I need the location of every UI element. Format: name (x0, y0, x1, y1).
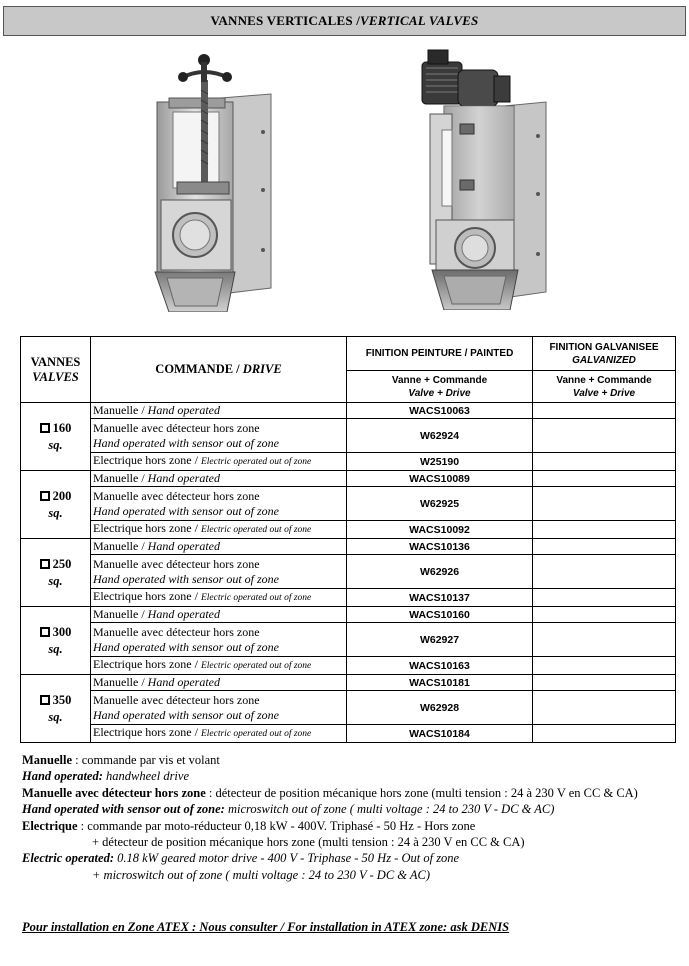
ref-painted: W62925 (347, 487, 533, 521)
note-term: Electric operated: (22, 851, 114, 866)
valve-unit: sq. (48, 505, 63, 520)
ref-painted: W62928 (347, 691, 533, 725)
ref-galvanized (533, 453, 676, 471)
atex-note: Pour installation en Zone ATEX : Nous consulter / For installation in ATEX zone: ask DENIS (22, 920, 510, 934)
square-icon (40, 423, 50, 433)
title-en: VERTICAL VALVES (360, 13, 479, 28)
square-icon (40, 627, 50, 637)
table-row (21, 521, 676, 539)
ref-painted: WACS10184 (347, 725, 533, 743)
command-fr: Manuelle avec détecteur hors zone (93, 420, 260, 435)
table-row (21, 539, 676, 555)
command-en: Hand operated (147, 539, 220, 553)
header-drive-en: DRIVE (242, 362, 282, 376)
note-line (22, 834, 682, 850)
ref-galvanized (533, 691, 676, 725)
table-row (21, 555, 676, 589)
ref-galvanized (533, 471, 676, 487)
ref-galvanized (533, 555, 676, 589)
page-title (3, 6, 686, 36)
ref-painted: WACS10163 (347, 657, 533, 675)
manual-valve-photo (143, 50, 279, 312)
command-fr: Manuelle / (93, 539, 148, 553)
table-row (21, 657, 676, 675)
valve-size: 300 (52, 624, 72, 639)
command-sensor (91, 623, 347, 657)
square-icon (40, 695, 50, 705)
command-sensor (91, 691, 347, 725)
note-line (22, 785, 682, 801)
note-text: + microswitch out of zone ( multi voltage : 24 to 230 V - DC & AC) (92, 867, 431, 882)
command-fr: Manuelle / (93, 471, 148, 485)
ref-painted: WACS10092 (347, 521, 533, 539)
table-row (21, 691, 676, 725)
command-manual (91, 471, 347, 487)
ref-painted: WACS10137 (347, 589, 533, 607)
command-en: Hand operated (147, 675, 220, 689)
command-en: Electric operated out of zone (200, 661, 312, 671)
valve-size: 350 (52, 692, 72, 707)
command-en: Hand operated with sensor out of zone (93, 639, 279, 654)
ref-galvanized (533, 657, 676, 675)
command-fr: Manuelle avec détecteur hors zone (93, 556, 260, 571)
subheader-galvanized (533, 371, 676, 403)
valve-unit: sq. (48, 641, 63, 656)
valve-size-cell (21, 471, 91, 539)
command-manual (91, 403, 347, 419)
note-line (22, 752, 682, 768)
square-icon (40, 559, 50, 569)
table-row (21, 725, 676, 743)
ref-galvanized (533, 539, 676, 555)
command-electric (91, 657, 347, 675)
note-line (22, 850, 682, 866)
table-row (21, 675, 676, 691)
table-row (21, 589, 676, 607)
spec-body (21, 403, 676, 743)
command-sensor (91, 555, 347, 589)
header-galva-fr: FINITION GALVANISEE (549, 341, 659, 353)
command-en: Electric operated out of zone (200, 457, 312, 467)
header-valves (21, 337, 91, 403)
table-row (21, 403, 676, 419)
ref-painted: W62927 (347, 623, 533, 657)
ref-painted: W62924 (347, 419, 533, 453)
command-fr: Electrique hors zone / (93, 453, 201, 467)
header-valves-fr: VANNES (30, 354, 81, 369)
valve-spec-table (20, 336, 676, 743)
ref-painted: WACS10063 (347, 403, 533, 419)
command-fr: Electrique hors zone / (93, 725, 201, 739)
command-sensor (91, 419, 347, 453)
valve-size: 250 (52, 556, 72, 571)
command-en: Hand operated (147, 403, 220, 417)
note-term: Hand operated with sensor out of zone: (22, 802, 225, 817)
note-term: Manuelle avec détecteur hors zone (22, 785, 206, 800)
note-line (22, 818, 682, 834)
command-electric (91, 589, 347, 607)
command-manual (91, 539, 347, 555)
table-row (21, 623, 676, 657)
table-row (21, 471, 676, 487)
note-text: 0.18 kW geared motor drive - 400 V - Triphase - 50 Hz - Out of zone (114, 851, 460, 866)
header-drive (91, 337, 347, 403)
note-text: microswitch out of zone ( multi voltage : 24 to 230 V - DC & AC) (224, 802, 555, 817)
valve-size-cell (21, 607, 91, 675)
valve-unit: sq. (48, 573, 63, 588)
command-en: Hand operated with sensor out of zone (93, 503, 279, 518)
command-en: Hand operated with sensor out of zone (93, 571, 279, 586)
valve-unit: sq. (48, 437, 63, 452)
subheader-galva-fr: Vanne + Commande (556, 374, 652, 386)
command-fr: Manuelle / (93, 607, 148, 621)
command-fr: Manuelle / (93, 403, 148, 417)
table-row (21, 419, 676, 453)
valve-size-cell (21, 539, 91, 607)
ref-galvanized (533, 487, 676, 521)
table-row (21, 487, 676, 521)
ref-painted: WACS10136 (347, 539, 533, 555)
valve-size-cell (21, 403, 91, 471)
command-electric (91, 453, 347, 471)
ref-painted: WACS10160 (347, 607, 533, 623)
command-fr: Electrique hors zone / (93, 521, 201, 535)
command-fr: Manuelle avec détecteur hors zone (93, 692, 260, 707)
ref-galvanized (533, 607, 676, 623)
command-fr: Manuelle avec détecteur hors zone (93, 488, 260, 503)
subheader-galva-en: Valve + Drive (572, 387, 636, 399)
command-manual (91, 607, 347, 623)
valve-size-cell (21, 675, 91, 743)
command-en: Hand operated (147, 471, 220, 485)
command-fr: Manuelle / (93, 675, 148, 689)
command-en: Electric operated out of zone (200, 729, 312, 739)
note-text: : commande par moto-réducteur 0,18 kW - 400V. Triphasé - 50 Hz - Hors zone (77, 818, 476, 833)
ref-galvanized (533, 725, 676, 743)
ref-painted: W25190 (347, 453, 533, 471)
valve-unit: sq. (48, 709, 63, 724)
command-en: Hand operated with sensor out of zone (93, 707, 279, 722)
command-electric (91, 725, 347, 743)
header-galvanized (533, 337, 676, 371)
note-line (22, 768, 682, 784)
command-fr: Electrique hors zone / (93, 589, 201, 603)
motorized-valve-photo (408, 44, 550, 310)
note-term: Hand operated: (22, 769, 103, 784)
title-fr: VANNES VERTICALES / (210, 13, 361, 28)
ref-galvanized (533, 675, 676, 691)
header-painted: FINITION PEINTURE / PAINTED (347, 337, 533, 371)
ref-galvanized (533, 521, 676, 539)
ref-galvanized (533, 589, 676, 607)
command-manual (91, 675, 347, 691)
command-en: Electric operated out of zone (200, 593, 312, 603)
header-drive-fr: COMMANDE / (155, 362, 243, 376)
subheader-painted (347, 371, 533, 403)
command-en: Hand operated (147, 607, 220, 621)
note-text: : détecteur de position mécanique hors zone (multi tension : 24 à 230 V en CC & CA) (205, 785, 638, 800)
note-line (22, 801, 682, 817)
command-en: Electric operated out of zone (200, 525, 312, 535)
subheader-painted-en: Valve + Drive (408, 387, 471, 399)
note-term: Electrique (22, 818, 78, 833)
header-valves-en: VALVES (32, 369, 79, 384)
command-en: Hand operated with sensor out of zone (93, 435, 279, 450)
note-line (22, 867, 682, 883)
ref-painted: WACS10089 (347, 471, 533, 487)
notes (22, 752, 682, 883)
ref-galvanized (533, 403, 676, 419)
note-text: handwheel drive (102, 769, 189, 784)
valve-size: 200 (52, 488, 72, 503)
note-term: Manuelle (22, 753, 72, 767)
note-text: : commande par vis et volant (72, 753, 220, 767)
ref-painted: WACS10181 (347, 675, 533, 691)
table-row (21, 453, 676, 471)
table-row (21, 607, 676, 623)
command-fr: Electrique hors zone / (93, 657, 201, 671)
note-text: + détecteur de position mécanique hors zone (multi tension : 24 à 230 V en CC & CA) (92, 835, 525, 850)
ref-painted: W62926 (347, 555, 533, 589)
command-electric (91, 521, 347, 539)
valve-size: 160 (52, 420, 72, 435)
command-fr: Manuelle avec détecteur hors zone (93, 624, 260, 639)
subheader-painted-fr: Vanne + Commande (391, 374, 488, 386)
ref-galvanized (533, 419, 676, 453)
ref-galvanized (533, 623, 676, 657)
header-galva-en: GALVANIZED (572, 354, 636, 366)
command-sensor (91, 487, 347, 521)
square-icon (40, 491, 50, 501)
